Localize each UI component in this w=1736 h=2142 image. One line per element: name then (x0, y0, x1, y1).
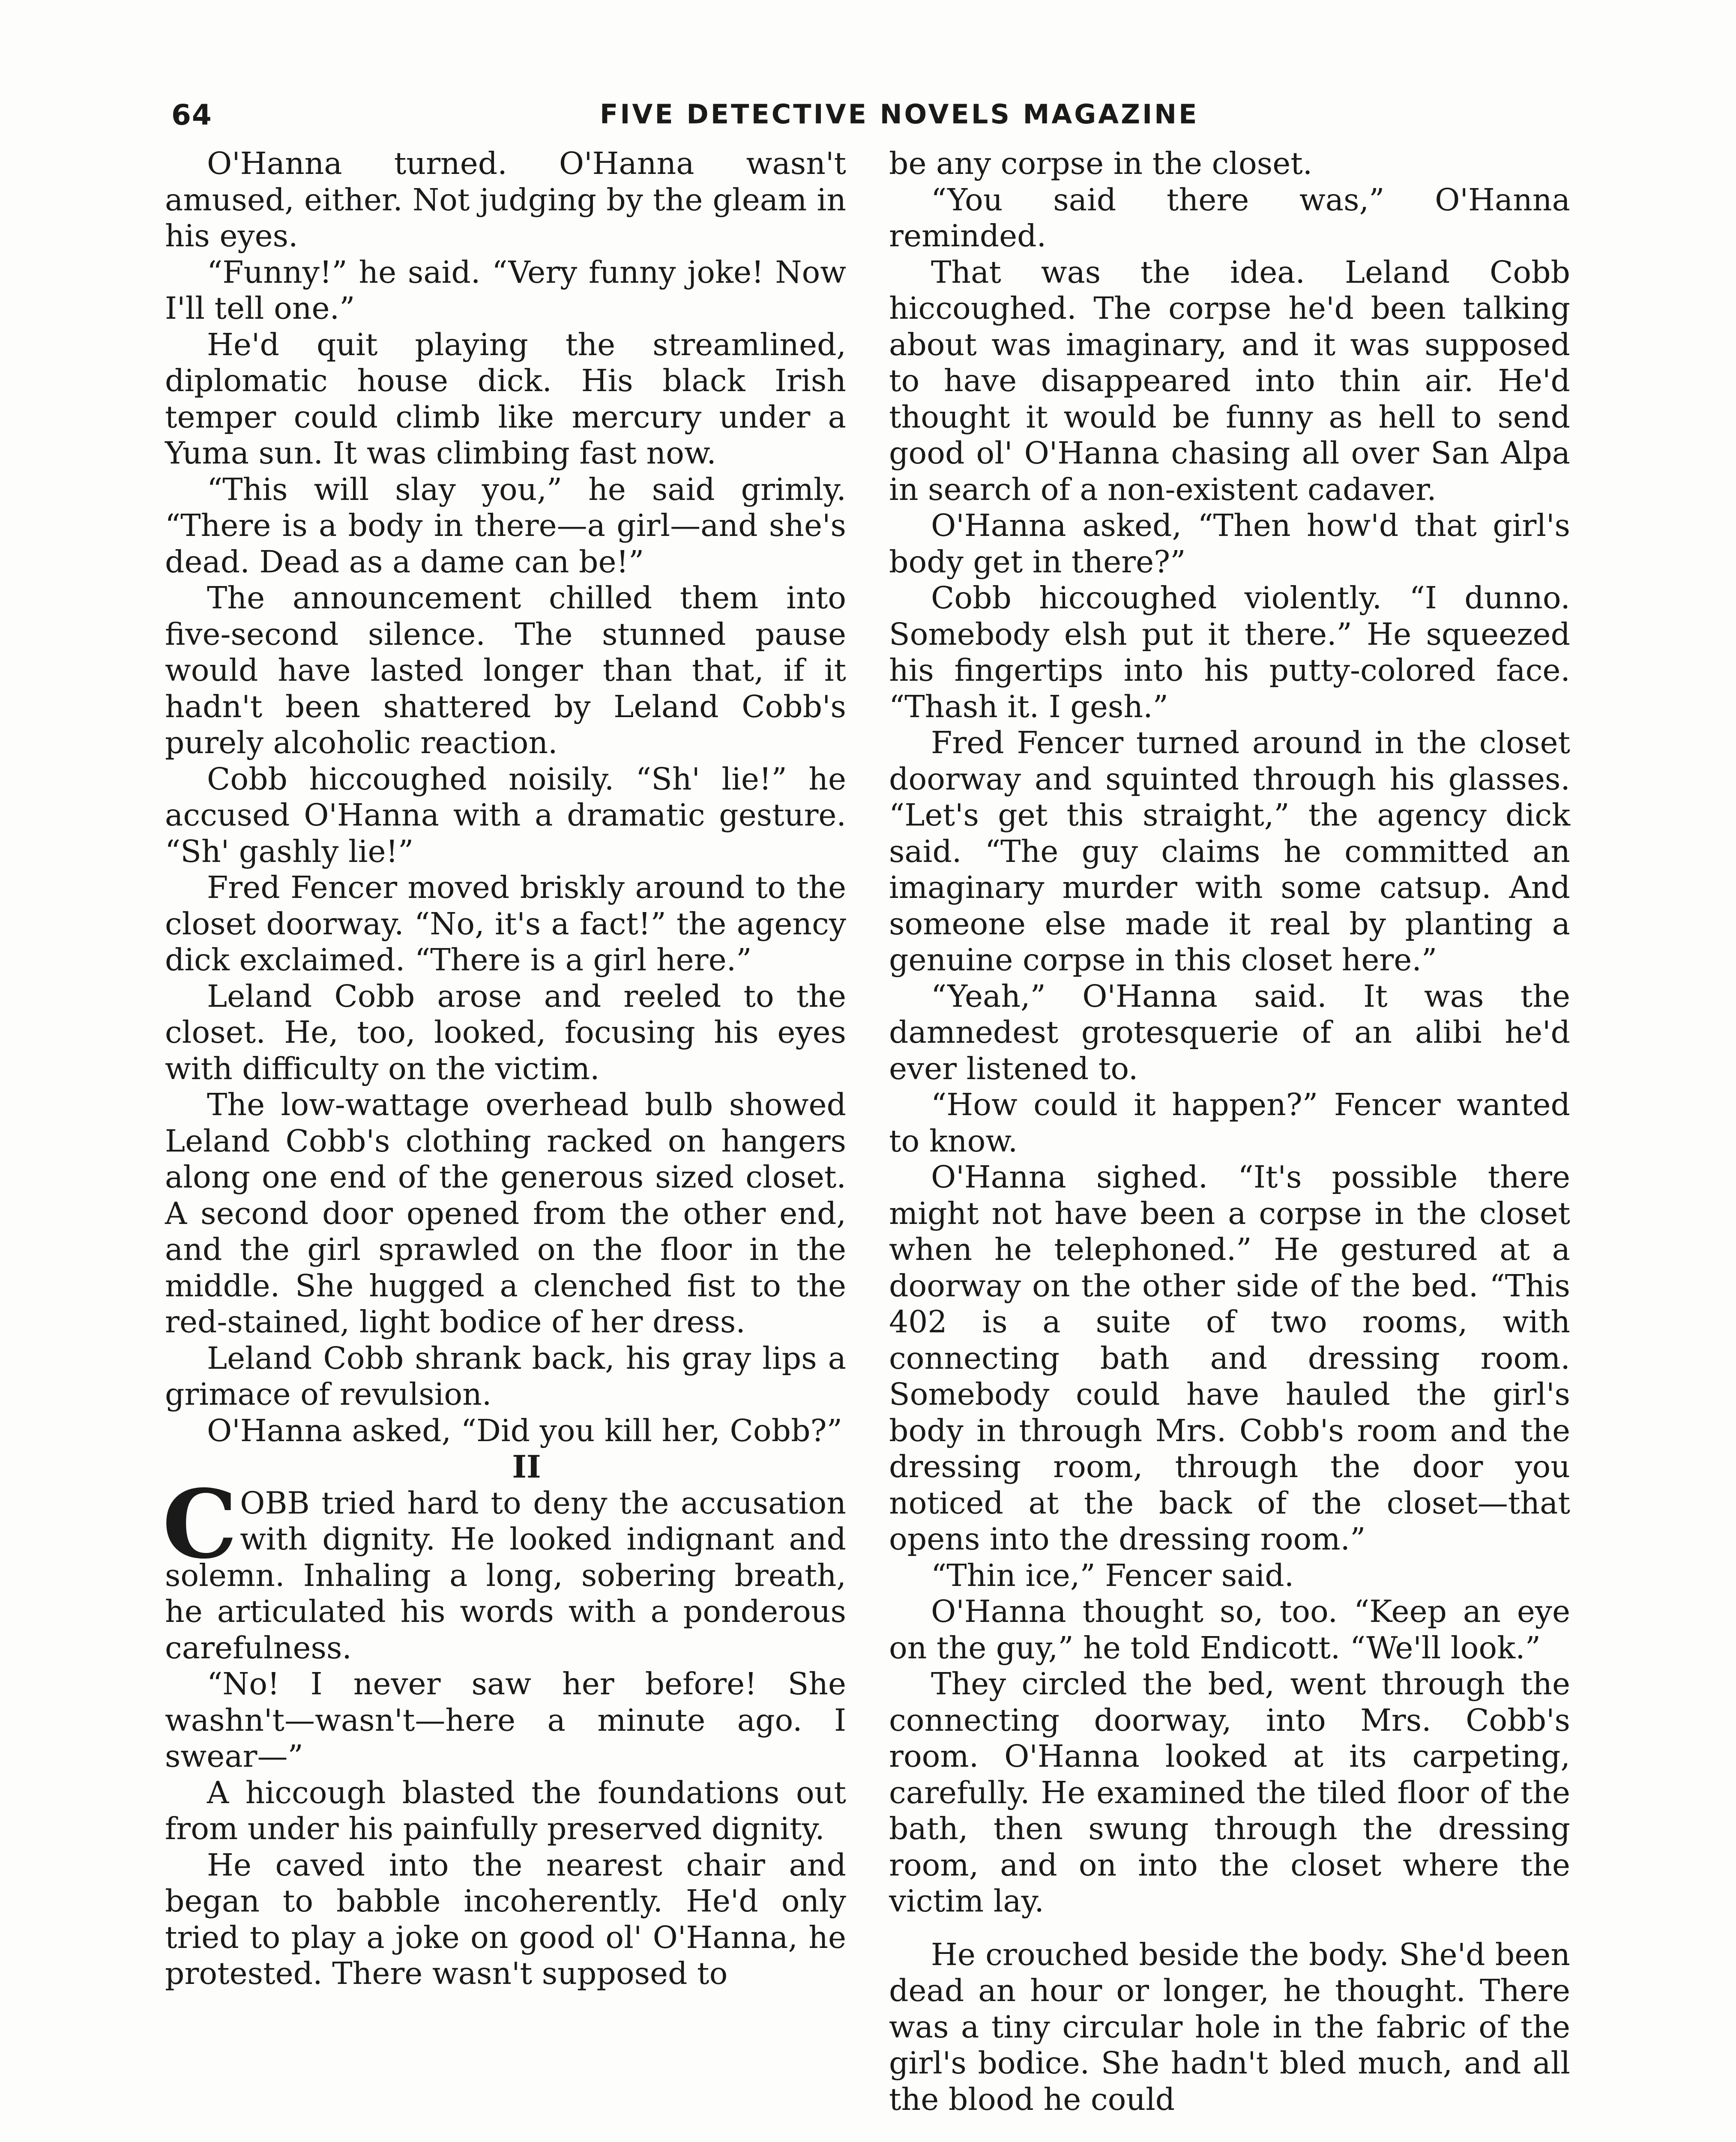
drop-cap: C (162, 1468, 238, 1580)
paragraph: “Yeah,” O'Hanna said. It was the damnedest grotesquerie of an alibi he'd ever listened to. (889, 978, 1570, 1086)
section-heading: II (512, 1448, 541, 1485)
paragraph: “Funny!” he said. “Very funny joke! Now I'll tell one.” (165, 254, 846, 326)
right-column (889, 146, 1570, 2118)
paragraph: “How could it happen?” Fencer wanted to know. (889, 1087, 1570, 1159)
paragraph: Cobb hiccoughed violently. “I dunno. Somebody elsh put it there.” He squeezed his fingertips into his putty-colored face. “Thash it. I gesh.” (889, 580, 1570, 724)
paragraph: He crouched beside the body. She'd been dead an hour or longer, he thought. There was a tiny circular hole in the fabric of the girl's bodice. She hadn't bled much, and all the blood he could (889, 1936, 1570, 2117)
paragraph: The low-wattage overhead bulb showed Leland Cobb's clothing racked on hangers along one end of the generous sized closet. A second door opened from the other end, and the girl sprawled on the floor in the middle. She hugged a clenched fist to the red-stained, light bodice of her dress. (165, 1087, 846, 1340)
paragraph: O'Hanna turned. O'Hanna wasn't amused, either. Not judging by the gleam in his eyes. (165, 146, 846, 254)
paragraph: That was the idea. Leland Cobb hiccoughed. The corpse he'd been talking about was imaginary, and it was supposed to have disappeared into thin air. He'd thought it would be funny as hell to send good ol' O'Hanna chasing all over San Alpa in search of a non-existent cadaver. (889, 254, 1570, 507)
paragraph: “No! I never saw her before! She washn't—wasn't—here a minute ago. I swear—” (165, 1666, 846, 1774)
running-head: FIVE DETECTIVE NOVELS MAGAZINE (600, 99, 1199, 130)
paragraph: He caved into the nearest chair and began to babble incoherently. He'd only tried to play a joke on good ol' O'Hanna, he protested. There wasn't supposed to (165, 1847, 846, 1991)
paragraph: The announcement chilled them into five-second silence. The stunned pause would have lasted longer than that, if it hadn't been shattered by Leland Cobb's purely alcoholic reaction. (165, 580, 846, 760)
left-column (162, 146, 846, 1992)
page-number: 64 (171, 99, 213, 132)
paragraph: He'd quit playing the streamlined, diplomatic house dick. His black Irish temper could climb like mercury under a Yuma sun. It was climbing fast now. (165, 326, 846, 471)
dropcap-paragraph (162, 1468, 846, 1666)
paragraph: “You said there was,” O'Hanna reminded. (889, 182, 1570, 254)
paragraph: Leland Cobb shrank back, his gray lips a grimace of revulsion. (165, 1340, 846, 1412)
paragraph: A hiccough blasted the foundations out from under his painfully preserved dignity. (165, 1774, 846, 1846)
paragraph: “Thin ice,” Fencer said. (931, 1557, 1294, 1593)
continued-paragraph: be any corpse in the closet. (889, 146, 1313, 181)
paragraph: O'Hanna asked, “Then how'd that girl's body get in there?” (889, 508, 1570, 580)
paragraph: “This will slay you,” he said grimly. “There is a body in there—a girl—and she's dead. Dead as a dame can be!” (165, 471, 846, 580)
paragraph: O'Hanna asked, “Did you kill her, Cobb?” (207, 1412, 842, 1448)
paragraph: Fred Fencer moved briskly around to the closet doorway. “No, it's a fact!” the agency dick exclaimed. “There is a girl here.” (165, 870, 846, 978)
paragraph: Fred Fencer turned around in the closet doorway and squinted through his glasses. “Let's get this straight,” the agency dick said. “The guy claims he committed an imaginary murder with some catsup. And someone else made it real by planting a genuine corpse in this closet here.” (889, 725, 1570, 978)
page-header (171, 99, 1568, 141)
paragraph: O'Hanna sighed. “It's possible there might not have been a corpse in the closet when he telephoned.” He gestured at a doorway on the other side of the bed. “This 402 is a suite of two rooms, with connecting bath and dressing room. Somebody could have hauled the girl's body in through Mrs. Cobb's room and the dressing room, through the door you noticed at the back of the closet—that opens into the dressing room.” (889, 1159, 1570, 1557)
paragraph: They circled the bed, went through the connecting doorway, into Mrs. Cobb's room. O'Hanna looked at its carpeting, carefully. He examined the tiled floor of the bath, then swung through the dressing room, and on into the closet where the victim lay. (889, 1666, 1570, 1919)
paragraph: Cobb hiccoughed noisily. “Sh' lie!” he accused O'Hanna with a dramatic gesture. “Sh' gashly lie!” (165, 761, 846, 869)
paragraph: Leland Cobb arose and reeled to the closet. He, too, looked, focusing his eyes with difficulty on the victim. (165, 978, 846, 1086)
dropcap-paragraph-text: OBB tried hard to deny the accusation with dignity. He looked indignant and solemn. Inhaling a long, sobering breath, he articulated his words with a ponderous carefulness. (165, 1485, 846, 1666)
paragraph: O'Hanna thought so, too. “Keep an eye on the guy,” he told Endicott. “We'll look.” (889, 1594, 1570, 1666)
